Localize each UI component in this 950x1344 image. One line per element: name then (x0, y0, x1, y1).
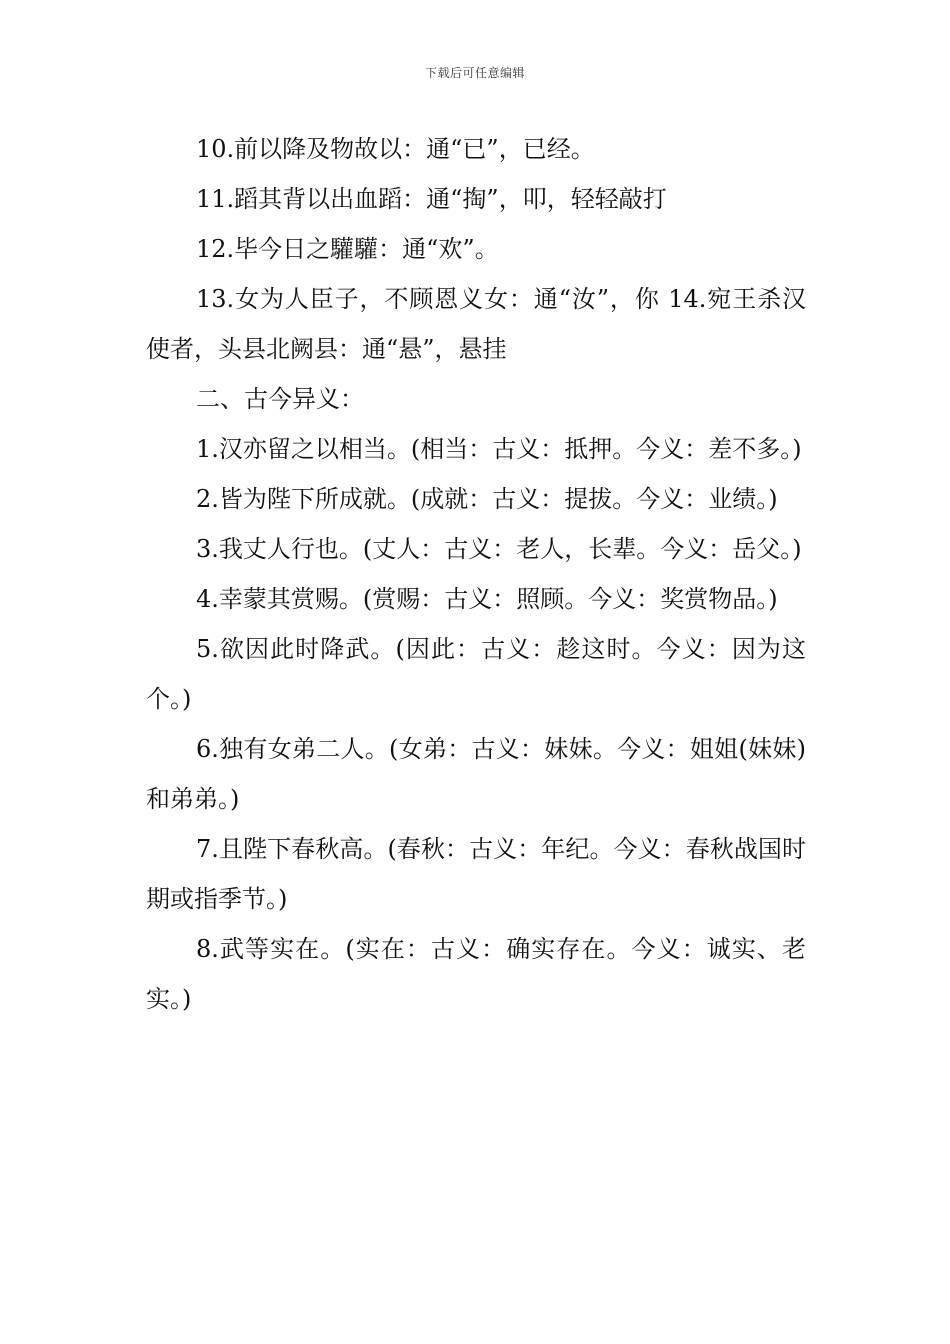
paragraph-tongjia-10: 10.前以降及物故以：通“已”，已经。 (196, 135, 595, 163)
paragraph-yiyi-4: 4.幸蒙其赏赐。(赏赐：古义：照顾。今义：奖赏物品。) (196, 585, 778, 613)
paragraph-yiyi-8: 8.武等实在。(实在：古义：确实存在。今义：诚实、老实。) (146, 935, 806, 1013)
section-heading: 二、古今异义： (196, 385, 364, 413)
paragraph-tongjia-11: 11.蹈其背以出血蹈：通“掏”，叩，轻轻敲打 (196, 185, 667, 213)
page-header: 下载后可任意编辑 (424, 66, 525, 80)
paragraph-yiyi-5: 5.欲因此时降武。(因此：古义：趁这时。今义：因为这个。) (146, 635, 806, 713)
document-body (146, 124, 806, 1024)
paragraph-tongjia-12: 12.毕今日之驩驩：通“欢”。 (196, 235, 499, 263)
paragraph-yiyi-2: 2.皆为陛下所成就。(成就：古义：提拔。今义：业绩。) (196, 485, 778, 513)
paragraph-yiyi-1: 1.汉亦留之以相当。(相当：古义：抵押。今义：差不多。) (196, 435, 802, 463)
paragraph-tongjia-13-14: 13.女为人臣子，不顾恩义女：通“汝”，你 14.宛王杀汉使者，头县北阙县：通“悬”，悬挂 (146, 285, 806, 363)
paragraph-yiyi-7: 7.且陛下春秋高。(春秋：古义：年纪。今义：春秋战国时期或指季节。) (146, 835, 806, 913)
paragraph-yiyi-3: 3.我丈人行也。(丈人：古义：老人，长辈。今义：岳父。) (196, 535, 802, 563)
paragraph-yiyi-6: 6.独有女弟二人。(女弟：古义：妹妹。今义：姐姐(妹妹)和弟弟。) (146, 735, 806, 813)
